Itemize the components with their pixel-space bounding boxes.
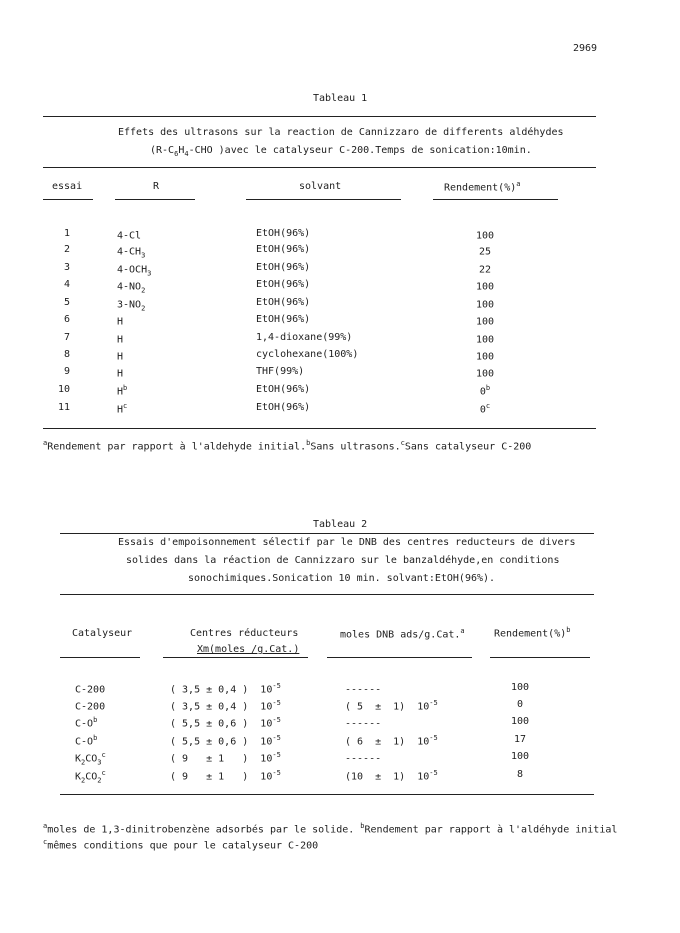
table1-top-rule (43, 116, 596, 117)
table1-cell-essai: 11 (57, 402, 70, 413)
table2-cell-catalyseur: $C-O^b$ (75, 734, 98, 748)
table2-header-underline-catalyseur (60, 657, 140, 658)
table1-header-underline-rendement (433, 199, 558, 200)
table1-cell-r: $4-NO_2$ (117, 281, 146, 295)
table1-footnote: $^a$Rendement par rapport à l'aldehyde initial.$^b$Sans ultrasons.$^c$Sans catalyseur C-200 (43, 439, 532, 453)
table1-title: Tableau 1 (313, 93, 368, 104)
table2-cell-dnb: ------ (345, 753, 382, 765)
table1-cell-rendement: 0$^c$ (479, 402, 491, 416)
table1-cell-rendement: 100 (475, 368, 495, 380)
table1-cell-rendement: 100 (475, 351, 495, 363)
table1-cell-essai: 6 (63, 314, 70, 325)
table1-cell-rendement: 100 (475, 230, 495, 242)
table1-cell-r: $4-OCH_3$ (117, 264, 152, 278)
table1-cell-essai: 1 (63, 228, 70, 239)
table2-header-centres-sub: Xm(moles /g.Cat.) (197, 644, 300, 655)
table2-cell-centres: ( 9 ± 1 ) $10^{-5}$ (170, 769, 281, 783)
table1-cell-r: $H^c$ (117, 402, 128, 416)
table1-cell-rendement: 100 (475, 334, 495, 346)
table1-cell-solvant: cyclohexane(100%) (256, 349, 359, 360)
table1-header-underline-solvant (246, 199, 401, 200)
table1-cell-r: H (117, 334, 124, 346)
table2-cell-rendement: 100 (510, 682, 530, 693)
table2-cell-catalyseur: C-200 (75, 684, 106, 696)
table2-cell-rendement: 100 (510, 716, 530, 727)
table1-cell-essai: 8 (63, 349, 70, 360)
table2-header-rendement: Rendement(%)$^b$ (494, 626, 571, 640)
table1-cell-rendement: 22 (478, 264, 492, 276)
table1-header-underline-essai (43, 199, 93, 200)
table2-header-catalyseur: Catalyseur (72, 628, 133, 639)
table2-cell-centres: ( 5,5 ± 0,6 ) $10^{-5}$ (170, 734, 281, 748)
table1-cell-r: $H^b$ (117, 384, 128, 398)
page-number: 2969 (573, 43, 598, 54)
table1-cell-rendement: 0$^b$ (479, 384, 491, 398)
table1-header-r: R (153, 181, 160, 192)
table1-cell-rendement: 100 (475, 316, 495, 328)
table1-header-rendement: Rendement(%)$^a$ (444, 180, 521, 194)
table1-cell-r: $4-CH_3$ (117, 246, 146, 260)
table1-cell-essai: 10 (57, 384, 70, 395)
table1-header-solvant: solvant (299, 181, 342, 192)
table2-cell-centres: ( 9 ± 1 ) $10^{-5}$ (170, 751, 281, 765)
table1-cell-solvant: EtOH(96%) (256, 279, 311, 290)
table2-cell-catalyseur: $K_2CO_3^c$ (75, 751, 106, 767)
table2-footnote-line2: $^c$mêmes conditions que pour le catalyseur C-200 (43, 838, 319, 852)
table2-header-underline-dnb (327, 657, 472, 658)
table2-bottom-rule (60, 794, 594, 795)
table1-cell-rendement: 100 (475, 281, 495, 293)
table1-cell-rendement: 25 (478, 246, 492, 258)
table1-cell-essai: 2 (63, 244, 70, 255)
table2-cell-dnb: ------ (345, 684, 382, 696)
table2-title: Tableau 2 (313, 519, 368, 530)
table1-cell-solvant: EtOH(96%) (256, 297, 311, 308)
table2-cell-rendement: 17 (513, 734, 527, 745)
table2-cell-centres: ( 3,5 ± 0,4 ) $10^{-5}$ (170, 699, 281, 713)
table2-cell-dnb: ( 5 ± 1) $10^{-5}$ (345, 699, 438, 713)
table2-footnote-line1: $^a$moles de 1,3-dinitrobenzène adsorbés par le solide. $^b$Rendement par rapport à l'aldéhyde initial (43, 822, 618, 836)
table2-cell-catalyseur: $C-O^b$ (75, 716, 98, 730)
table1-cell-solvant: EtOH(96%) (256, 244, 311, 255)
table1-caption-line2: ($R-C_6H_4$-CHO )avec le catalyseur C-200.Temps de sonication:10min. (150, 145, 532, 158)
table1-cell-solvant: EtOH(96%) (256, 384, 311, 395)
table1-cell-r: $3-NO_2$ (117, 299, 146, 313)
table2-cell-dnb: (10 ± 1) $10^{-5}$ (345, 769, 438, 783)
table1-caption-rule (43, 167, 596, 168)
table2-top-rule (60, 533, 594, 534)
table2-header-underline-centres (163, 657, 308, 658)
table2-caption-line3: sonochimiques.Sonication 10 min. solvant:EtOH(96%). (188, 573, 496, 584)
table1-cell-solvant: 1,4-dioxane(99%) (256, 332, 353, 343)
table1-cell-essai: 7 (63, 332, 70, 343)
table2-cell-catalyseur: C-200 (75, 701, 106, 713)
table1-header-essai: essai (52, 181, 83, 192)
table2-cell-centres: ( 5,5 ± 0,6 ) $10^{-5}$ (170, 716, 281, 730)
table2-cell-rendement: 0 (516, 699, 524, 710)
table1-cell-solvant: THF(99%) (256, 366, 305, 377)
table1-cell-solvant: EtOH(96%) (256, 314, 311, 325)
table1-cell-essai: 5 (63, 297, 70, 308)
table1-cell-r: H (117, 368, 124, 380)
table1-cell-solvant: EtOH(96%) (256, 402, 311, 413)
table2-cell-centres: ( 3,5 ± 0,4 ) $10^{-5}$ (170, 682, 281, 696)
table2-cell-rendement: 8 (516, 769, 524, 780)
table1-cell-rendement: 100 (475, 299, 495, 311)
table1-cell-r: 4-Cl (117, 230, 142, 242)
table1-caption-line1: Effets des ultrasons sur la reaction de Cannizzaro de differents aldéhydes (118, 127, 564, 138)
table1-cell-r: H (117, 316, 124, 328)
table2-caption-line2: solides dans la réaction de Cannizzaro sur le banzaldéhyde,en conditions (126, 555, 560, 566)
table2-cell-dnb: ------ (345, 718, 382, 730)
table1-bottom-rule (43, 428, 596, 429)
table1-cell-essai: 4 (63, 279, 70, 290)
table1-cell-essai: 3 (63, 262, 70, 273)
table2-cell-catalyseur: $K_2CO_2^c$ (75, 769, 106, 785)
table1-header-underline-r (115, 199, 195, 200)
table1-cell-solvant: EtOH(96%) (256, 228, 311, 239)
table2-caption-line1: Essais d'empoisonnement sélectif par le DNB des centres reducteurs de divers (118, 537, 576, 548)
table1-cell-solvant: EtOH(96%) (256, 262, 311, 273)
table2-header-centres: Centres réducteurs (190, 628, 299, 639)
table2-cell-dnb: ( 6 ± 1) $10^{-5}$ (345, 734, 438, 748)
table2-cell-rendement: 100 (510, 751, 530, 762)
table2-header-underline-rendement (490, 657, 590, 658)
table2-caption-rule (60, 594, 594, 595)
table1-cell-essai: 9 (63, 366, 70, 377)
table1-cell-r: H (117, 351, 124, 363)
table2-header-dnb: moles DNB ads/g.Cat.$^a$ (340, 627, 465, 641)
